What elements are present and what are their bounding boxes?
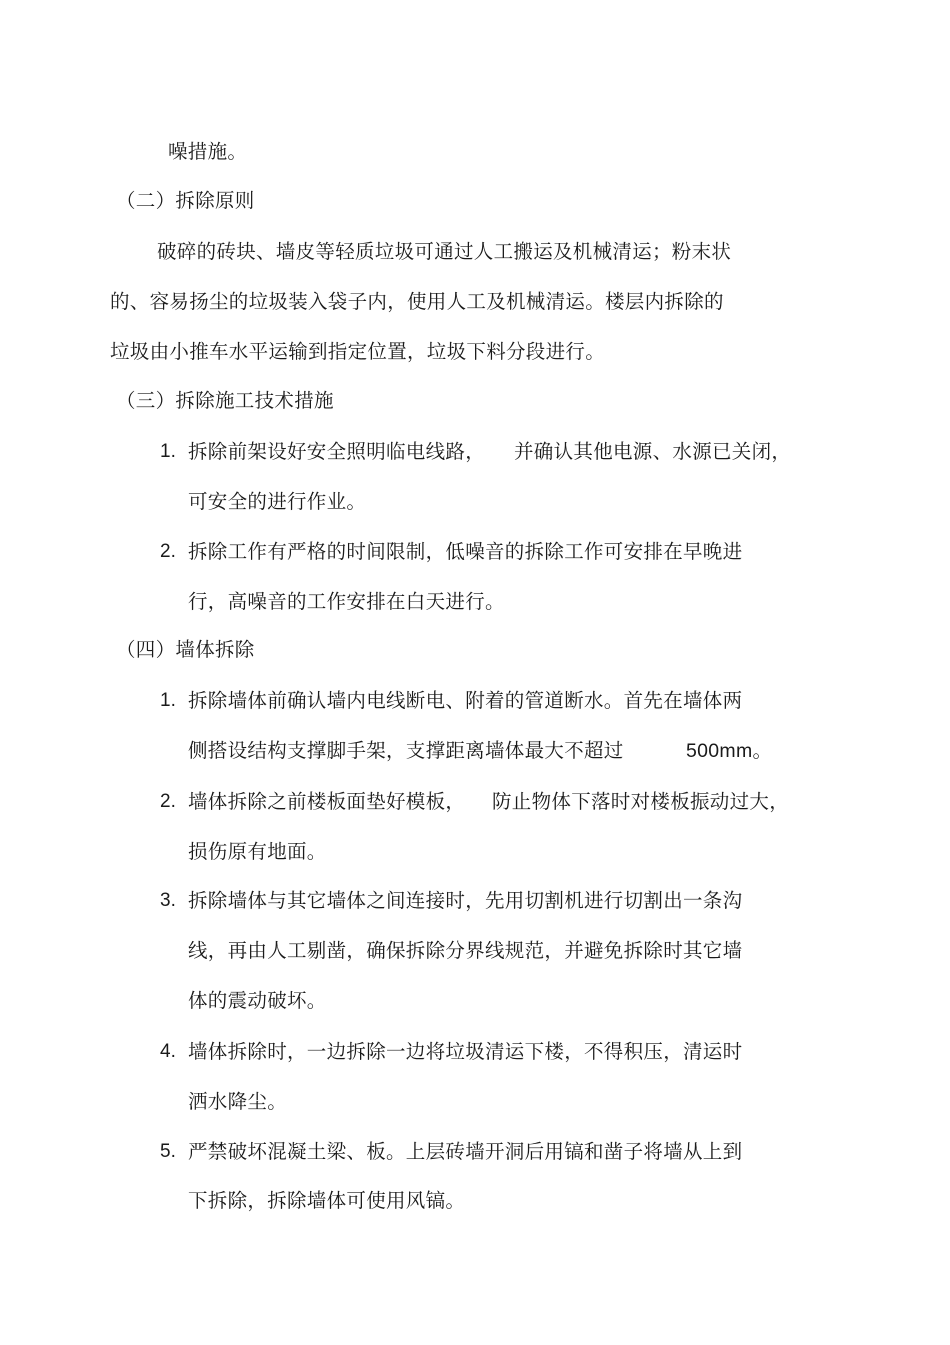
paragraph-line: 垃圾由小推车水平运输到指定位置，垃圾下料分段进行。 <box>110 340 606 363</box>
list-item-number: 5. <box>160 1141 176 1162</box>
list-item-line: 墙体拆除时，一边拆除一边将垃圾清运下楼，不得积压，清运时 <box>188 1040 743 1063</box>
section-heading-2: （二）拆除原则 <box>116 189 255 212</box>
list-item-line: 损伤原有地面。 <box>188 840 327 863</box>
list-item-line-tail: 防止物体下落时对楼板振动过大， <box>492 790 790 813</box>
list-item-number: 1. <box>160 441 176 462</box>
list-item-line: 墙体拆除之前楼板面垫好模板， <box>188 790 466 813</box>
section-heading-3: （三）拆除施工技术措施 <box>116 389 334 412</box>
list-item-line: 严禁破坏混凝土梁、板。上层砖墙开洞后用镐和凿子将墙从上到 <box>188 1140 743 1163</box>
paragraph-line: 破碎的砖块、墙皮等轻质垃圾可通过人工搬运及机械清运；粉末状 <box>157 240 732 263</box>
list-item-line: 可安全的进行作业。 <box>188 490 367 513</box>
list-item-number: 3. <box>160 890 176 911</box>
list-item-number: 4. <box>160 1041 176 1062</box>
list-item-number: 1. <box>160 690 176 711</box>
list-item-line: 线，再由人工剔凿，确保拆除分界线规范，并避免拆除时其它墙 <box>188 939 743 962</box>
list-item-line-tail: 并确认其他电源、水源已关闭， <box>514 440 792 463</box>
list-item-line: 拆除工作有严格的时间限制，低噪音的拆除工作可安排在早晚进 <box>188 540 743 563</box>
list-item-line-tail: 500mm。 <box>686 740 773 762</box>
list-item-line: 行，高噪音的工作安排在白天进行。 <box>188 590 505 613</box>
list-item-line: 拆除墙体前确认墙内电线断电、附着的管道断水。首先在墙体两 <box>188 689 743 712</box>
list-item-line: 下拆除，拆除墙体可使用风镐。 <box>188 1189 466 1212</box>
list-item-number: 2. <box>160 791 176 812</box>
continuation-text: 噪措施。 <box>168 140 248 163</box>
list-item-line: 体的震动破坏。 <box>188 989 327 1012</box>
list-item-line: 拆除墙体与其它墙体之间连接时，先用切割机进行切割出一条沟 <box>188 889 743 912</box>
list-item-line: 洒水降尘。 <box>188 1090 288 1113</box>
list-item-line: 侧搭设结构支撑脚手架，支撑距离墙体最大不超过 <box>188 739 624 762</box>
list-item-line: 拆除前架设好安全照明临电线路， <box>188 440 486 463</box>
paragraph-line: 的、容易扬尘的垃圾装入袋子内，使用人工及机械清运。楼层内拆除的 <box>110 290 724 313</box>
section-heading-4: （四）墙体拆除 <box>116 638 255 661</box>
list-item-number: 2. <box>160 541 176 562</box>
